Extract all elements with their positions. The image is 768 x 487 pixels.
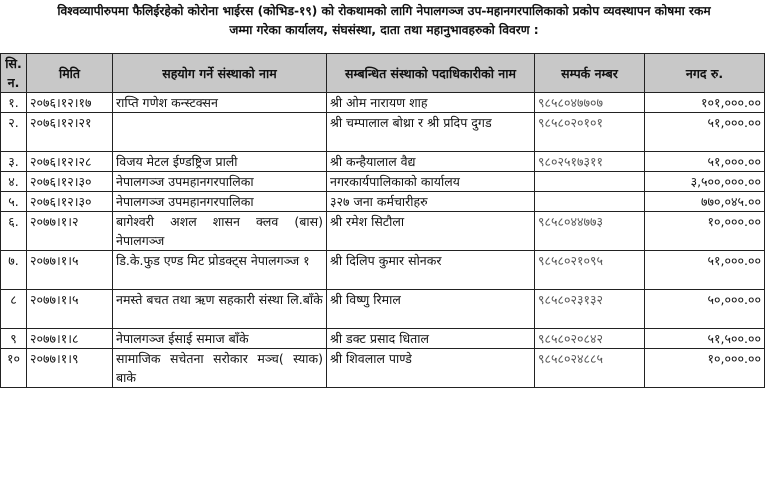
table-row (1, 251, 765, 290)
cell-official: श्री ओम नारायण शाह (327, 93, 535, 113)
cell-org: नेपालगञ्ज उपमहानगरपालिका (113, 192, 327, 212)
cell-date: २०७६।१२।३० (27, 192, 113, 212)
table-row (1, 172, 765, 192)
cell-cash: ३,५००,०००.०० (645, 172, 765, 192)
cell-cash: १०१,०००.०० (645, 93, 765, 113)
table-header-row (1, 54, 765, 93)
cell-cash: ५०,०००.०० (645, 290, 765, 329)
cell-contact: ९८५८०४७७०७ (535, 93, 645, 113)
cell-cash: ५१,५००.०० (645, 329, 765, 349)
cell-official: श्री चम्पालाल बोथ्रा र श्री प्रदिप दुगड (327, 113, 535, 152)
cell-sn: २. (1, 113, 27, 152)
cell-official: श्री रमेश सिटौला (327, 212, 535, 251)
cell-official: श्री डक्ट प्रसाद धिताल (327, 329, 535, 349)
cell-org: बागेश्वरी अशल शासन क्लव (बास) नेपालगञ्ज (113, 212, 327, 251)
cell-official: श्री कन्हैयालाल वैद्य (327, 152, 535, 172)
cell-org: नमस्ते बचत तथा ऋण सहकारी संस्था लि.बाँके (113, 290, 327, 329)
table-row (1, 349, 765, 388)
cell-cash: ७७०,०४५.०० (645, 192, 765, 212)
cell-contact: ९८५८०२४८८५ (535, 349, 645, 388)
table-row (1, 93, 765, 113)
cell-date: २०७७।१।८ (27, 329, 113, 349)
header-contact: सम्पर्क नम्बर (535, 54, 645, 93)
cell-date: २०७७।१।२ (27, 212, 113, 251)
cell-sn: ५. (1, 192, 27, 212)
cell-date: २०७६।१२।२१ (27, 113, 113, 152)
cell-cash: १०,०००.०० (645, 212, 765, 251)
cell-official: ३२७ जना कर्मचारीहरु (327, 192, 535, 212)
cell-sn: ६. (1, 212, 27, 251)
cell-date: २०७७।१।५ (27, 290, 113, 329)
table-row (1, 212, 765, 251)
cell-contact: ९८५८०२१०९५ (535, 251, 645, 290)
cell-official: श्री विष्णु रिमाल (327, 290, 535, 329)
cell-org: राप्ति गणेश कन्स्टक्सन (113, 93, 327, 113)
donation-table (0, 53, 765, 388)
cell-date: २०७६।१२।२८ (27, 152, 113, 172)
table-row (1, 329, 765, 349)
table-row (1, 290, 765, 329)
cell-contact (535, 192, 645, 212)
cell-sn: १० (1, 349, 27, 388)
title-line-2: जम्मा गरेका कार्यालय, संघसंस्था, दाता तथा महानुभावहरुको विवरण : (229, 23, 539, 37)
header-date: मिति (27, 54, 113, 93)
table-row (1, 113, 765, 152)
cell-contact: ९८५८०४४७७३ (535, 212, 645, 251)
cell-cash: ५१,०००.०० (645, 251, 765, 290)
cell-cash: १०,०००.०० (645, 349, 765, 388)
cell-contact: ९८५८०२०१०१ (535, 113, 645, 152)
cell-sn: ९ (1, 329, 27, 349)
cell-sn: १. (1, 93, 27, 113)
document-title (0, 2, 768, 40)
cell-official: नगरकार्यपालिकाको कार्यालय (327, 172, 535, 192)
cell-contact: ९८०२५१७३११ (535, 152, 645, 172)
cell-date: २०७७।१।५ (27, 251, 113, 290)
cell-org: नेपालगञ्ज ईसाई समाज बाँके (113, 329, 327, 349)
header-sn: सि. न. (1, 54, 27, 93)
cell-org: सामाजिक सचेतना सरोकार मञ्च( स्याक) बाके (113, 349, 327, 388)
cell-org: विजय मेटल ईण्डष्ट्रिज प्राली (113, 152, 327, 172)
cell-contact (535, 172, 645, 192)
header-cash: नगद रु. (645, 54, 765, 93)
cell-sn: ३. (1, 152, 27, 172)
cell-date: २०७६।१२।१७ (27, 93, 113, 113)
title-line-1: विश्वव्यापीरुपमा फैलिईरहेको कोरोना भाईरस (कोभिड-१९) को रोकथामको लागि नेपालगञ्ज उप-महानगरपालिकाको प्रकोप व्यवस्थापन कोषमा रकम (57, 4, 711, 18)
cell-date: २०७६।१२।३० (27, 172, 113, 192)
table-row (1, 152, 765, 172)
cell-org (113, 113, 327, 152)
cell-date: २०७७।१।९ (27, 349, 113, 388)
cell-contact: ९८५८०२३१३२ (535, 290, 645, 329)
cell-cash: ५१,०००.०० (645, 113, 765, 152)
cell-sn: ८ (1, 290, 27, 329)
table-row (1, 192, 765, 212)
cell-contact: ९८५८०२०८४२ (535, 329, 645, 349)
cell-org: नेपालगञ्ज उपमहानगरपालिका (113, 172, 327, 192)
cell-sn: ७. (1, 251, 27, 290)
cell-org: डि.के.फुड एण्ड मिट प्रोडक्ट्स नेपालगञ्ज १ (113, 251, 327, 290)
header-official: सम्बन्धित संस्थाको पदाधिकारीको नाम (327, 54, 535, 93)
cell-official: श्री शिवलाल पाण्डे (327, 349, 535, 388)
cell-cash: ५१,०००.०० (645, 152, 765, 172)
header-org: सहयोग गर्ने संस्थाको नाम (113, 54, 327, 93)
cell-sn: ४. (1, 172, 27, 192)
cell-official: श्री दिलिप कुमार सोनकर (327, 251, 535, 290)
